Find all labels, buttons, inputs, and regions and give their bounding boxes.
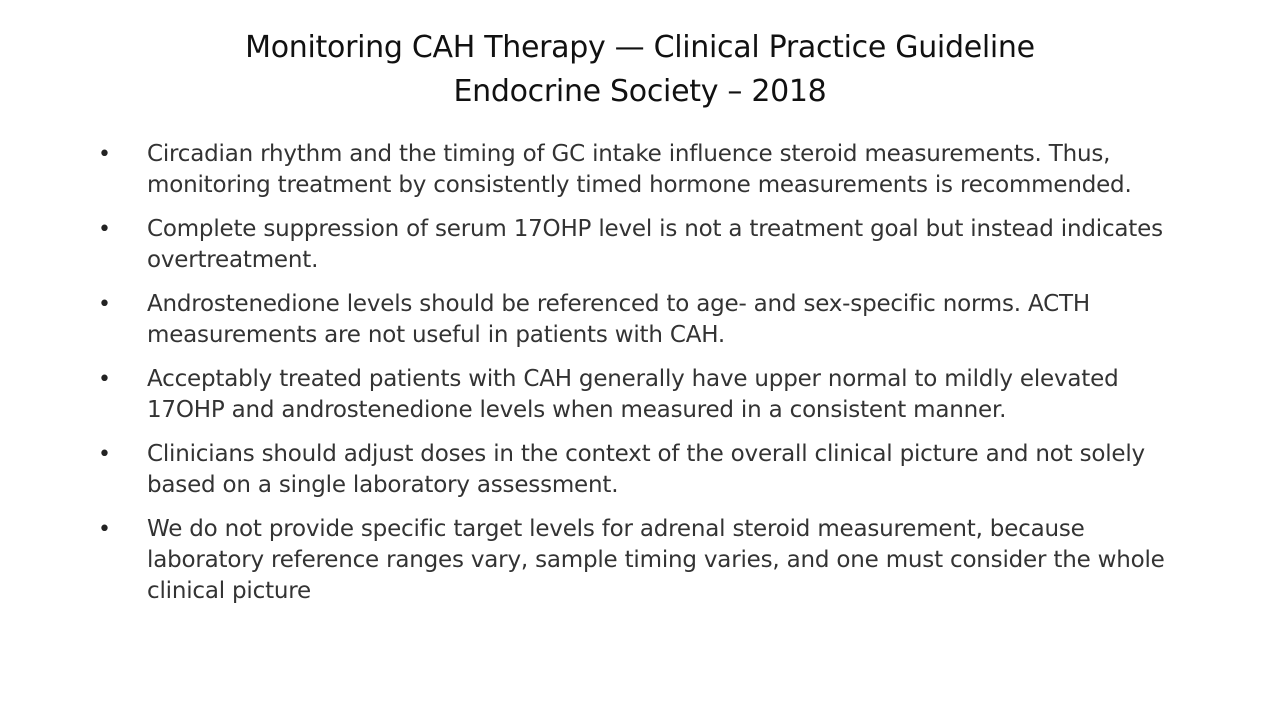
list-item: [95, 139, 1195, 201]
bullet-text: Circadian rhythm and the timing of GC intake influence steroid measurements. Thus, monitoring treatment by consistently timed hormone measurements is recommended.: [147, 141, 1132, 198]
bullet-text: Androstenedione levels should be referenced to age- and sex-specific norms. ACTH measurements are not useful in patients with CAH.: [147, 291, 1090, 348]
list-item: [95, 439, 1195, 501]
title-line-1: Monitoring CAH Therapy — Clinical Practice Guideline: [245, 30, 1035, 65]
bullet-icon: •: [98, 367, 111, 392]
bullet-list: [95, 139, 1195, 620]
bullet-icon: •: [98, 292, 111, 317]
slide-title: [0, 26, 1280, 114]
list-item: [95, 214, 1195, 276]
list-item: [95, 364, 1195, 426]
bullet-icon: •: [98, 517, 111, 542]
bullet-icon: •: [98, 142, 111, 167]
bullet-text: Complete suppression of serum 17OHP level is not a treatment goal but instead indicates overtreatment.: [147, 216, 1163, 273]
bullet-text: Clinicians should adjust doses in the context of the overall clinical picture and not solely based on a single laboratory assessment.: [147, 441, 1145, 498]
bullet-icon: •: [98, 217, 111, 242]
list-item: [95, 289, 1195, 351]
list-item: [95, 514, 1195, 607]
bullet-icon: •: [98, 442, 111, 467]
bullet-text: We do not provide specific target levels for adrenal steroid measurement, because laboratory reference ranges vary, sample timing varies, and one must consider the whole clinical picture: [147, 516, 1165, 604]
title-line-2: Endocrine Society – 2018: [453, 74, 827, 109]
bullet-text: Acceptably treated patients with CAH generally have upper normal to mildly elevated 17OHP and androstenedione levels when measured in a consistent manner.: [147, 366, 1119, 423]
